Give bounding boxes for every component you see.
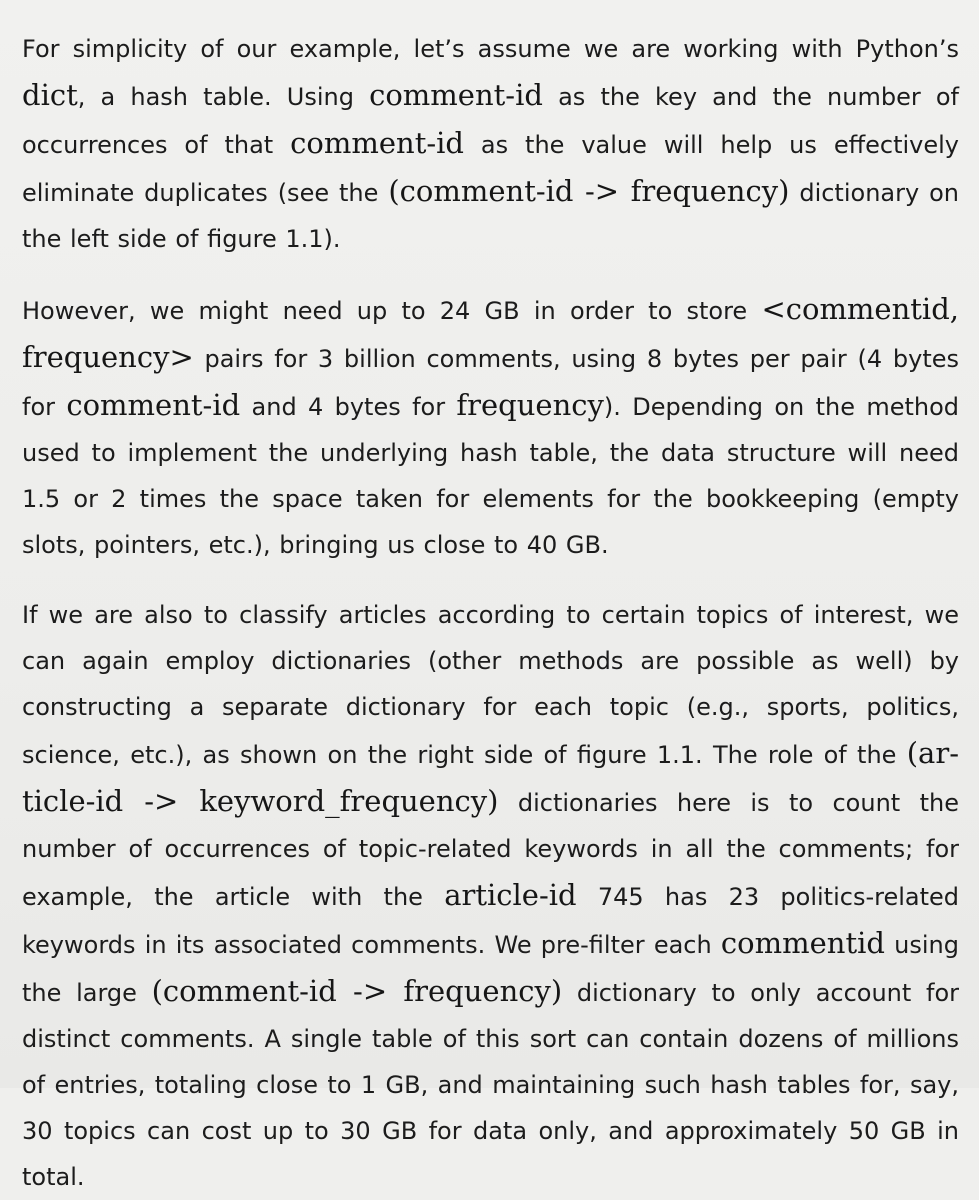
- text-run: as the key and the number of occurrences of that: [22, 83, 959, 159]
- text-run: and 4 bytes for: [240, 393, 457, 421]
- code-term: comment-id: [369, 78, 543, 112]
- text-run: If we are also to classify articles according to certain topics of interest, we can again employ dictionaries (other methods are possible as well) by constructing a separate dictionary for each topic (e.g., sports, politics, science, etc.), as shown on the right side of figure 1.1. The role of the: [22, 601, 959, 769]
- paragraph-p2: [22, 286, 959, 568]
- text-run: However, we might need up to 24 GB in order to store: [22, 297, 762, 325]
- code-term: article-id: [444, 878, 577, 912]
- code-term: (article-id -> keyword_frequency): [22, 736, 959, 818]
- text-run: For simplicity of our example, let’s assume we are working with Python’s: [22, 35, 959, 63]
- code-term: (comment-id -> frequency): [151, 974, 563, 1008]
- text-run: dictionaries here is to count the number of occurrences of topic-related keywords in all the comments; for example, the article with the: [22, 789, 959, 911]
- paragraph-p1: [22, 26, 959, 262]
- text-run: pairs for 3 billion comments, using 8 bytes per pair (4 bytes for: [22, 345, 959, 421]
- code-term: dict: [22, 78, 78, 112]
- text-run: , a hash table. Using: [77, 83, 370, 111]
- code-term: frequency: [456, 388, 604, 422]
- text-run: as the value will help us effectively eliminate duplicates (see the: [22, 131, 959, 207]
- text-run: 745 has 23 politics-related keywords in its associated comments. We pre-filter each: [22, 883, 959, 959]
- code-term: <commentid, frequency>: [22, 292, 959, 374]
- text-run: dictionary to only account for distinct comments. A single table of this sort can contain dozens of millions of entries, totaling close to 1 GB, and maintaining such hash tables for, say, 30 topics can cost up to 30 GB for data only, and approximately 50 GB in total.: [22, 979, 959, 1191]
- code-term: comment-id: [290, 126, 464, 160]
- code-term: (comment-id -> frequency): [388, 174, 790, 208]
- paragraph-p3: [22, 592, 959, 1200]
- code-term: comment-id: [66, 388, 241, 422]
- text-run: dictionary on the left side of figure 1.1).: [22, 179, 960, 253]
- text-run: ). Depending on the method used to implement the underlying hash table, the data structure will need 1.5 or 2 times the space taken for elements for the bookkeeping (empty slots, pointers, etc.), bringing us close to 40 GB.: [22, 393, 959, 559]
- code-term: commentid: [720, 926, 885, 960]
- text-run: using the large: [22, 931, 959, 1007]
